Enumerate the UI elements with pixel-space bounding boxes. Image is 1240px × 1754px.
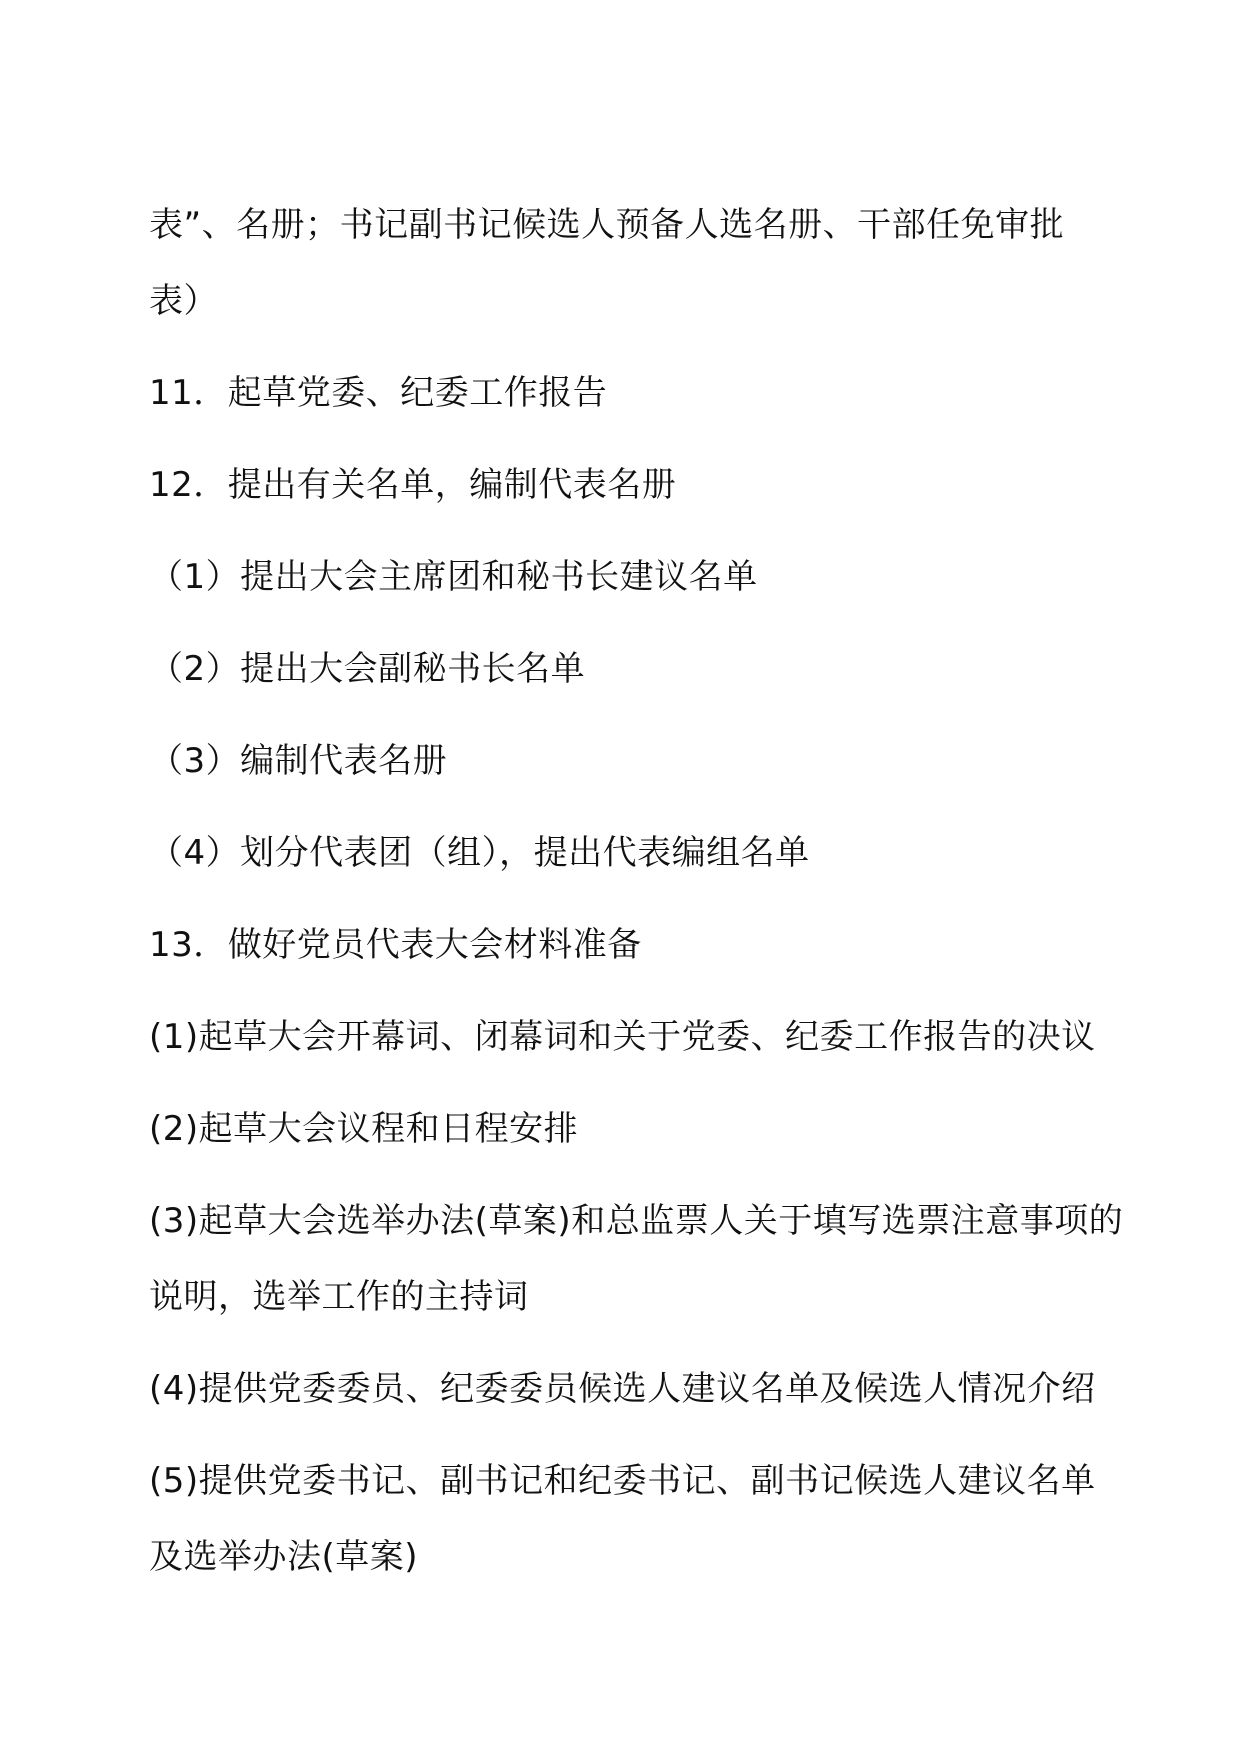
item-11-heading: 11．起草党委、纪委工作报告 bbox=[149, 373, 608, 413]
text-line-continuation-2: 表） bbox=[149, 281, 218, 321]
item-12-sub-1: （1）提出大会主席团和秘书长建议名单 bbox=[149, 557, 758, 597]
item-13-sub-1: (1)起草大会开幕词、闭幕词和关于党委、纪委工作报告的决议 bbox=[149, 1017, 1096, 1057]
item-13-sub-3: (3)起草大会选举办法(草案)和总监票人关于填写选票注意事项的 bbox=[149, 1201, 1124, 1241]
item-13-sub-5-cont: 及选举办法(草案) bbox=[149, 1537, 419, 1577]
item-12-sub-3: （3）编制代表名册 bbox=[149, 741, 448, 781]
item-12-sub-4: （4）划分代表团（组），提出代表编组名单 bbox=[149, 833, 810, 873]
item-12-heading: 12．提出有关名单，编制代表名册 bbox=[149, 465, 677, 505]
item-13-sub-2: (2)起草大会议程和日程安排 bbox=[149, 1109, 579, 1149]
item-13-sub-3-cont: 说明，选举工作的主持词 bbox=[149, 1277, 529, 1317]
text-line-continuation-1: 表”、名册；书记副书记候选人预备人选名册、干部任免审批 bbox=[149, 205, 1065, 245]
item-13-sub-4: (4)提供党委委员、纪委委员候选人建议名单及候选人情况介绍 bbox=[149, 1369, 1096, 1409]
item-13-sub-5: (5)提供党委书记、副书记和纪委书记、副书记候选人建议名单 bbox=[149, 1461, 1096, 1501]
item-13-heading: 13．做好党员代表大会材料准备 bbox=[149, 925, 642, 965]
item-12-sub-2: （2）提出大会副秘书长名单 bbox=[149, 649, 586, 689]
